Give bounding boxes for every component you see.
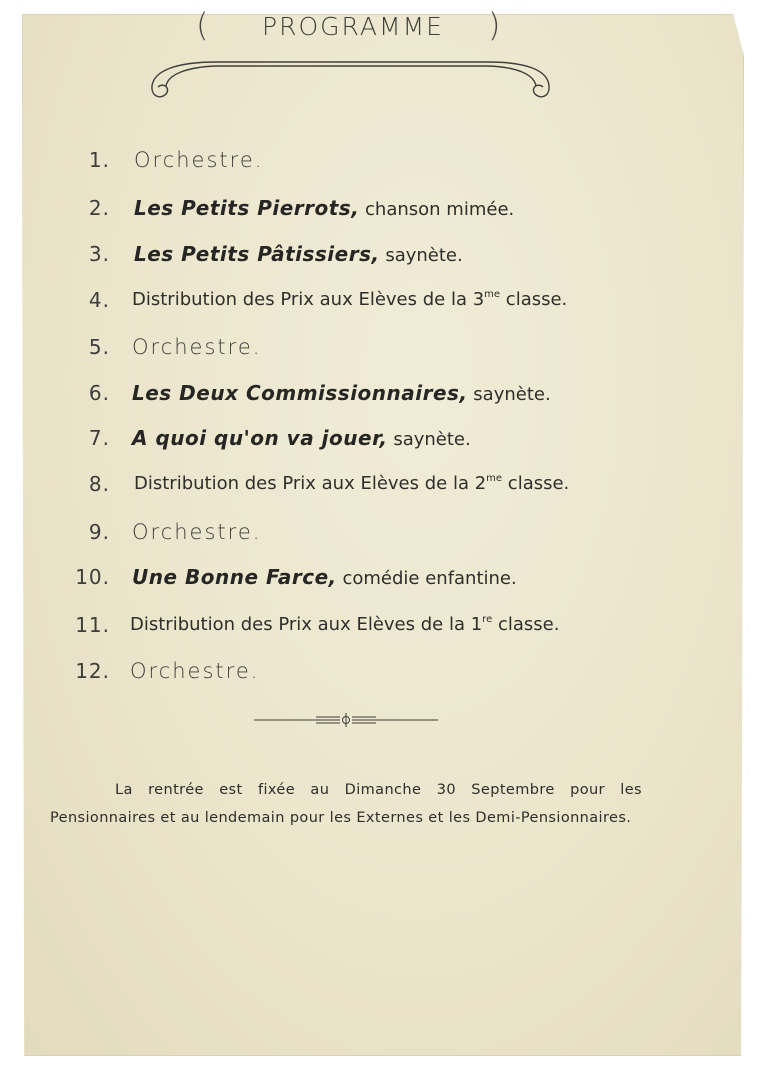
item-prize-distribution (130, 613, 559, 635)
item-number: 8. (88, 472, 110, 496)
item-orchestre (134, 148, 263, 172)
list-item (0, 613, 700, 643)
divider-ornament-icon (254, 712, 440, 728)
item-number: 9. (88, 520, 110, 544)
item-title: Les Deux Commissionnaires, (132, 381, 468, 405)
item-orchestre (132, 520, 261, 544)
item-performance (134, 242, 463, 266)
item-number: 1. (88, 148, 110, 172)
item-text-end: classe. (502, 473, 570, 494)
item-description: saynète. (467, 384, 551, 405)
page-title: PROGRAMME (262, 12, 444, 41)
scroll-ornament-icon (148, 52, 553, 107)
item-text: Orchestre. (132, 335, 262, 359)
item-text-end: classe. (500, 289, 568, 310)
list-item (0, 426, 700, 456)
class-ordinal-suffix: me (484, 288, 501, 300)
item-orchestre (132, 335, 261, 359)
class-ordinal-suffix: re (482, 613, 493, 625)
item-description: saynète. (379, 245, 463, 266)
item-number: 11. (75, 613, 110, 637)
item-number: 12. (75, 659, 110, 683)
notice-text: La rentrée est fixée au Dimanche 30 Septembre pour les Pensionnaires et au lendemain pour les Externes et les Demi-Pensionnaires. (50, 782, 642, 826)
list-item (0, 520, 700, 550)
item-description: comédie enfantine. (336, 568, 517, 589)
item-performance (132, 381, 551, 405)
item-prize-distribution (132, 288, 567, 310)
item-performance (132, 565, 517, 589)
bracket-right: ) (488, 6, 501, 44)
list-item (0, 335, 700, 365)
item-text: Orchestre. (132, 520, 262, 544)
item-number: 3. (88, 242, 110, 266)
item-performance (132, 426, 471, 450)
item-text: Distribution des Prix aux Elèves de la 3 (132, 289, 485, 310)
item-title: Une Bonne Farce, (132, 565, 337, 589)
header-ornament (148, 0, 553, 110)
item-title: A quoi qu'on va jouer, (132, 426, 388, 450)
list-item (0, 381, 700, 411)
list-item (0, 288, 700, 318)
item-orchestre (130, 659, 259, 683)
bracket-left: ( (196, 6, 209, 44)
item-text-end: classe. (492, 614, 560, 635)
item-prize-distribution (134, 472, 569, 494)
item-text: Orchestre. (134, 148, 264, 172)
item-number: 6. (88, 381, 110, 405)
list-item (0, 242, 700, 272)
item-title: Les Petits Pierrots, (134, 196, 360, 220)
item-number: 7. (88, 426, 110, 450)
item-text: Distribution des Prix aux Elèves de la 1 (130, 614, 483, 635)
item-number: 5. (88, 335, 110, 359)
item-title: Les Petits Pâtissiers, (134, 242, 380, 266)
item-text: Orchestre. (130, 659, 260, 683)
item-number: 10. (75, 565, 110, 589)
item-description: saynète. (387, 429, 471, 450)
list-item (0, 196, 700, 226)
item-performance (134, 196, 514, 220)
list-item (0, 659, 700, 689)
item-description: chanson mimée. (359, 199, 515, 220)
notice-paragraph (50, 776, 642, 832)
item-number: 4. (88, 288, 110, 312)
class-ordinal-suffix: me (486, 472, 503, 484)
item-number: 2. (88, 196, 110, 220)
item-text: Distribution des Prix aux Elèves de la 2 (134, 473, 487, 494)
list-item (0, 565, 700, 595)
list-item (0, 472, 700, 502)
list-item (0, 148, 700, 178)
